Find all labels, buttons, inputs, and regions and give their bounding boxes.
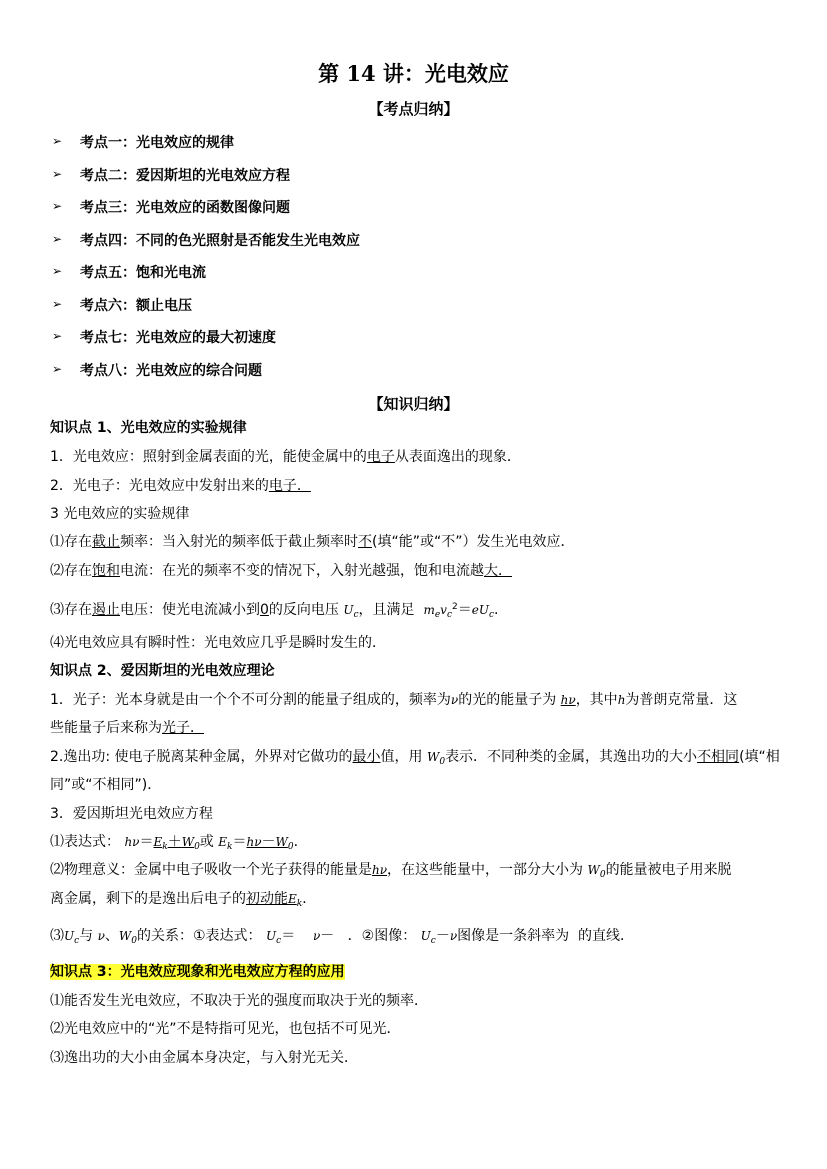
kaodian-item: ➢ 考点一：光电效应的规律 [52, 134, 234, 151]
k2-line-8: 离金属，剩下的是逸出后电子的初动能$E_k$． [50, 891, 317, 909]
k2-line-4: 同”或“不相同”)． [50, 777, 162, 793]
k2-line-1: 1．光子：光本身就是由一个个不可分割的能量子组成的，频率为ν的光的能量子为 hν，其中h为普朗克常量．这 [50, 692, 738, 708]
arrow-bullet-icon: ➢ [52, 361, 63, 376]
k2-heading: 知识点 2、爱因斯坦的光电效应理论 [50, 663, 275, 679]
kaodian-header: 【考点归纳】 [368, 100, 459, 118]
k1-line-7: ⑷光电效应具有瞬时性：光电效应几乎是瞬时发生的． [50, 635, 386, 651]
k1-line-1: 1．光电效应：照射到金属表面的光，能使金属中的电子从表面逸出的现象． [50, 449, 521, 465]
k1-line-5: ⑵存在饱和电流：在光的频率不变的情况下，入射光越强，饱和电流越大． [50, 563, 512, 579]
arrow-bullet-icon: ➢ [52, 166, 63, 181]
k2-line-2: 些能量子后来称为光子． [50, 720, 204, 736]
k2-line-3: 2.逸出功: 使电子脱离某种金属，外界对它做功的最小值，用 $W_0$表示．不同种类的金属，其逸出功的大小不相同(填“相 [50, 749, 780, 767]
arrow-bullet-icon: ➢ [52, 231, 63, 246]
zhishi-header: 【知识归纳】 [368, 395, 459, 413]
k1-line-3: 3 光电效应的实验规律 [50, 506, 190, 522]
kaodian-item: ➢ 考点七：光电效应的最大初速度 [52, 329, 276, 346]
kaodian-item: ➢ 考点四：不同的色光照射是否能发生光电效应 [52, 231, 360, 249]
kaodian-item: ➢ 考点六：额止电压 [52, 296, 192, 314]
kaodian-item: ➢ 考点三：光电效应的函数图像问题 [52, 199, 290, 216]
k1-heading: 知识点 1、光电效应的实验规律 [50, 420, 247, 436]
kaodian-item: ➢ 考点二：爱因斯坦的光电效应方程 [52, 166, 290, 184]
k3-line-2: ⑵光电效应中的“光”不是特指可见光，也包括不可见光． [50, 1021, 401, 1037]
page-title: 第 14 讲：光电效应 [318, 61, 509, 86]
k2-line-6: ⑴表达式： $h\nu=E_k+W_0$或 $E_k=h\nu-W_0$. [50, 834, 299, 852]
arrow-bullet-icon: ➢ [52, 329, 63, 343]
arrow-bullet-icon: ➢ [52, 199, 63, 213]
k3-line-1: ⑴能否发生光电效应，不取决于光的强度而取决于光的频率． [50, 993, 428, 1009]
k3-line-3: ⑶逸出功的大小由金属本身决定，与入射光无关． [50, 1050, 358, 1066]
k2-line-7: ⑵物理意义：金属中电子吸收一个光子获得的能量是hν，在这些能量中，一部分大小为 $W_0$的能量被电子用来脱 [50, 862, 732, 880]
kaodian-item: ➢ 考点八：光电效应的综合问题 [52, 361, 262, 379]
k1-line-6: ⑶存在遏止电压：使光电流减小到0的反向电压 $U_c$，且满足 $m_ev_c^2=eU_c$. [50, 602, 499, 620]
kaodian-list [52, 132, 360, 392]
k2-line-9: $⑶U_c$与 ν、$W_0$的关系：①表达式： $U_c=$ ν－ ．②图像： $U_c-\nu$图像是一条斜率为 的直线． [50, 928, 635, 946]
arrow-bullet-icon: ➢ [52, 296, 63, 311]
k1-line-2: 2．光电子：光电效应中发射出来的电子． [50, 478, 311, 494]
k3-heading: 知识点 3：光电效应现象和光电效应方程的应用 [50, 964, 345, 980]
arrow-bullet-icon: ➢ [52, 134, 63, 148]
k1-line-4: ⑴存在截止频率：当入射光的频率低于截止频率时不(填“能”或“不”）发生光电效应． [50, 534, 575, 550]
k2-line-5: 3．爱因斯坦光电效应方程 [50, 806, 213, 822]
arrow-bullet-icon: ➢ [52, 264, 63, 278]
kaodian-item: ➢ 考点五：饱和光电流 [52, 264, 206, 281]
